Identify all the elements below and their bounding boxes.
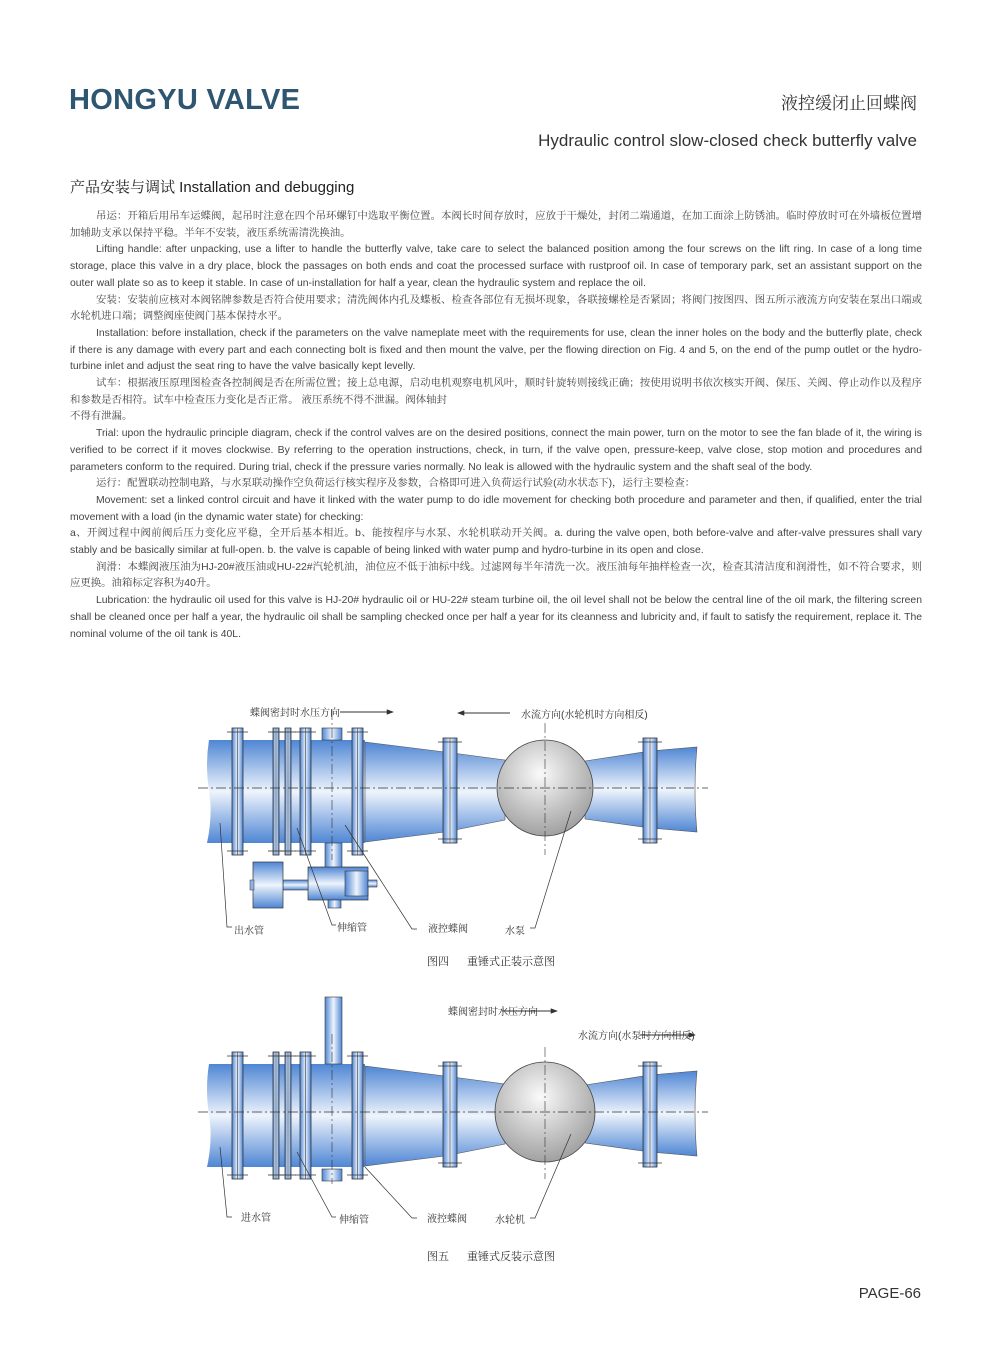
figure-5-diagram	[195, 990, 805, 1270]
paragraph: 运行：配置联动控制电路，与水泵联动操作空负荷运行核实程序及参数，合格即可进入负荷运行试验(动水状态下)，运行主要检查：	[96, 478, 696, 490]
expansion-pipe-label: 伸缩管	[337, 923, 367, 934]
pump-label: 水泵	[505, 926, 525, 937]
seal-pressure-label: 蝶阀密封时水压方向	[448, 1007, 538, 1018]
figure-4-diagram	[195, 695, 805, 975]
paragraph: Lubrication: the hydraulic oil used for this valve is HJ-20# hydraulic oil or HU-22# steam turbine oil, the oil level shall not be below the central line of the oil mark, the filtering screen shall be cleaned once per half a year, the hydraulic oil shall be sampling checked once per half a year for its cleanness and lubricity and, if fault to satisfy the requirement, replace it. The nominal volume of the oil tank is 40L.	[70, 595, 922, 640]
paragraph: Trial: upon the hydraulic principle diagram, check if the control valves are on the desired positions, connect the main power, turn on the motor to see the fan blade of it, the wiring is verified to be correct if it moves clockwise. By referring to the operation instructions, check, in turn, if the valve open, pressure-keep, valve close, stop motion and procedures and parameters conform to the required. During trial, check if the pressure varies normally. No leak is allowed with the hydraulic system and the shaft seal of the body.	[70, 428, 922, 473]
reducer-cone	[585, 1071, 697, 1156]
outlet-pipe-label: 出水管	[234, 926, 264, 937]
seal-pressure-label: 蝶阀密封时水压方向	[250, 708, 340, 719]
gearbox-side	[345, 871, 368, 896]
paragraph: 安装：安装前应核对本阀铭牌参数是否符合使用要求；清洗阀体内孔及蝶板、检查各部位有无损坏现象，各联接螺栓是否紧固；将阀门按图四、图五所示液流方向安装在泵出口端或水轮机进口端；调整阀座使阀门基本保持水平。	[70, 294, 922, 323]
brand-logo: HONGYU VALVE	[69, 84, 301, 116]
page-number: PAGE-66	[858, 1285, 921, 1302]
leader-line	[365, 1167, 417, 1218]
body-text	[70, 209, 922, 643]
reducer-cone	[365, 742, 505, 842]
paragraph: 不得有泄漏。	[70, 411, 133, 423]
valve-label: 液控蝶阀	[428, 924, 468, 935]
flow-direction-label: 水流方向(水泵时方向相反)	[578, 1031, 695, 1042]
turbine-label: 水轮机	[495, 1215, 525, 1226]
installation-diagram	[195, 990, 805, 1270]
paragraph: Installation: before installation, check if the parameters on the valve nameplate meet with the requirements for use, clean the inner holes on the body and the butterfly plate, check if there is any damage with every part and each connecting bolt is fixed and then mount the valve, per the flowing direction on Fig. 4 and 5, on the end of the pump outlet or the hydro-turbine inlet and adjust the seat ring to have the valve basically kept levelly.	[70, 327, 922, 373]
reducer-cone	[585, 747, 697, 832]
figure-number: 图四	[427, 956, 449, 968]
flow-direction-label: 水流方向(水轮机时方向相反)	[521, 710, 648, 721]
figure-number: 图五	[427, 1251, 449, 1263]
counterweight-hub	[250, 880, 254, 890]
paragraph: Movement: set a linked control circuit and have it linked with the water pump to do idle movement for checking both procedure and parameter and then, if qualified, enter the trial movement with a load (in the dynamic water state) for checking:	[70, 494, 922, 523]
paragraph: a、开阀过程中阀前阀后压力变化应平稳，全开后基本相近。b、能按程序与水泵、水轮机联动开关阀。a. during the valve open, both before-valve and after-valve pressures shall vary stably and be basically similar at full-open. b. the valve is capable of being linked with water pump and hydro-turbine in its open and close.	[70, 528, 922, 557]
paragraph: 吊运：开箱后用吊车运蝶阀，起吊时注意在四个吊环螺钉中选取平衡位置。本阀长时间存放时，应放于干燥处，封闭二端通道，在加工面涂上防锈油。临时停放时可在外墙板位置增加辅助支承以保持平稳。半年不安装，液压系统需清洗换油。	[70, 211, 922, 239]
product-title-cn: 液控缓闭止回蝶阀	[781, 94, 917, 113]
valve-label: 液控蝶阀	[427, 1214, 467, 1225]
paragraph: 试车：根据液压原理图检查各控制阀是否在所需位置；接上总电源，启动电机观察电机风叶，顺时针旋转则接线正确；按使用说明书依次核实开阀、保压、关阀、停止动作以及程序和参数是否相符。试车中检查压力变化是否正常。 液压系统不得不泄漏。阀体轴封	[70, 378, 922, 406]
valve-stem	[325, 997, 342, 1064]
figure-caption: 重锤式正装示意图	[467, 956, 555, 968]
paragraph: Lifting handle: after unpacking, use a lifter to handle the butterfly valve, take care to select the balanced position among the four screws on the lift ring. In case of a long time storage, place this valve in a dry place, block the passages on both ends and coat the processed surface with rustproof oil. In case of temporary park, set an assistant support on the outer wall plate so as to keep it stable. In case of un-installation for half a year, clean the hydraulic system and replace the oil.	[70, 244, 922, 289]
inlet-pipe-label: 进水管	[241, 1213, 271, 1224]
paragraph: 润滑：本蝶阀液压油为HJ-20#液压油或HU-22#汽轮机油，油位应不低于油标中线。过滤网每半年清洗一次。液压油每年抽样检查一次，检查其清洁度和润滑性，如不符合要求，则应更换。油箱标定容积为40升。	[70, 561, 922, 590]
product-title-en: Hydraulic control slow-closed check butterfly valve	[538, 131, 917, 150]
installation-diagram	[195, 695, 805, 975]
shaft-end	[368, 880, 377, 887]
counterweight	[253, 862, 283, 908]
reducer-cone	[365, 1066, 505, 1166]
figure-caption: 重锤式反装示意图	[467, 1251, 555, 1263]
section-title: 产品安装与调试 Installation and debugging	[70, 179, 355, 196]
shaft	[283, 880, 308, 890]
expansion-pipe-label: 伸缩管	[339, 1215, 369, 1226]
